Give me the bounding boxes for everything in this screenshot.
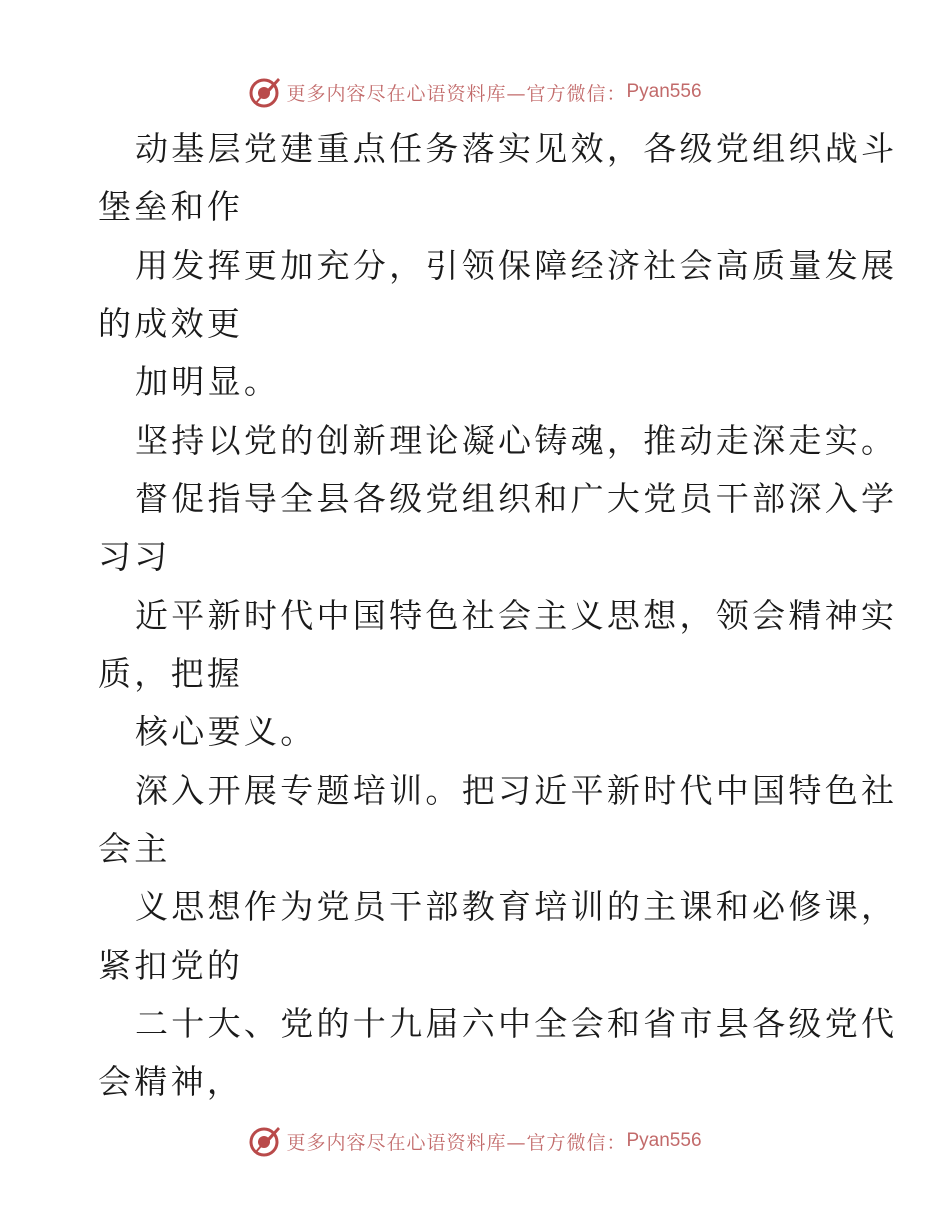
text-line: 义思想作为党员干部教育培训的主课和必修课， (135, 887, 898, 926)
quill-logo-icon (248, 1124, 282, 1158)
text-line: 会精神， (98, 1062, 244, 1101)
text-line: 紧扣党的 (98, 946, 244, 985)
footer-banner (0, 1121, 950, 1161)
text-line: 动基层党建重点任务落实见效，各级党组织战斗 (135, 129, 898, 168)
text-line: 督促指导全县各级党组织和广大党员干部深入学 (135, 479, 898, 518)
text-line: 坚持以党的创新理论凝心铸魂，推动走深走实。 (135, 421, 898, 460)
text-line: 近平新时代中国特色社会主义思想，领会精神实 (135, 596, 898, 635)
banner-text: 更多内容尽在心语资料库—官方微信： (286, 1131, 627, 1154)
text-line: 核心要义。 (135, 712, 317, 751)
text-line: 堡垒和作 (98, 187, 244, 226)
banner-wechat-id: Pyan556 (626, 81, 702, 102)
quill-logo-icon (248, 75, 282, 109)
text-line: 习习 (98, 537, 171, 576)
text-line: 加明显。 (135, 362, 281, 401)
text-line: 会主 (98, 829, 171, 868)
text-line: 质，把握 (98, 654, 244, 693)
banner-text: 更多内容尽在心语资料库—官方微信： (286, 82, 627, 105)
banner-wechat-id: Pyan556 (626, 1130, 702, 1151)
header-banner (0, 72, 950, 112)
text-line: 的成效更 (98, 304, 244, 343)
text-line: 用发挥更加充分，引领保障经济社会高质量发展 (135, 246, 898, 285)
text-line: 二十大、党的十九届六中全会和省市县各级党代 (135, 1004, 898, 1043)
text-line: 深入开展专题培训。把习近平新时代中国特色社 (135, 771, 898, 810)
